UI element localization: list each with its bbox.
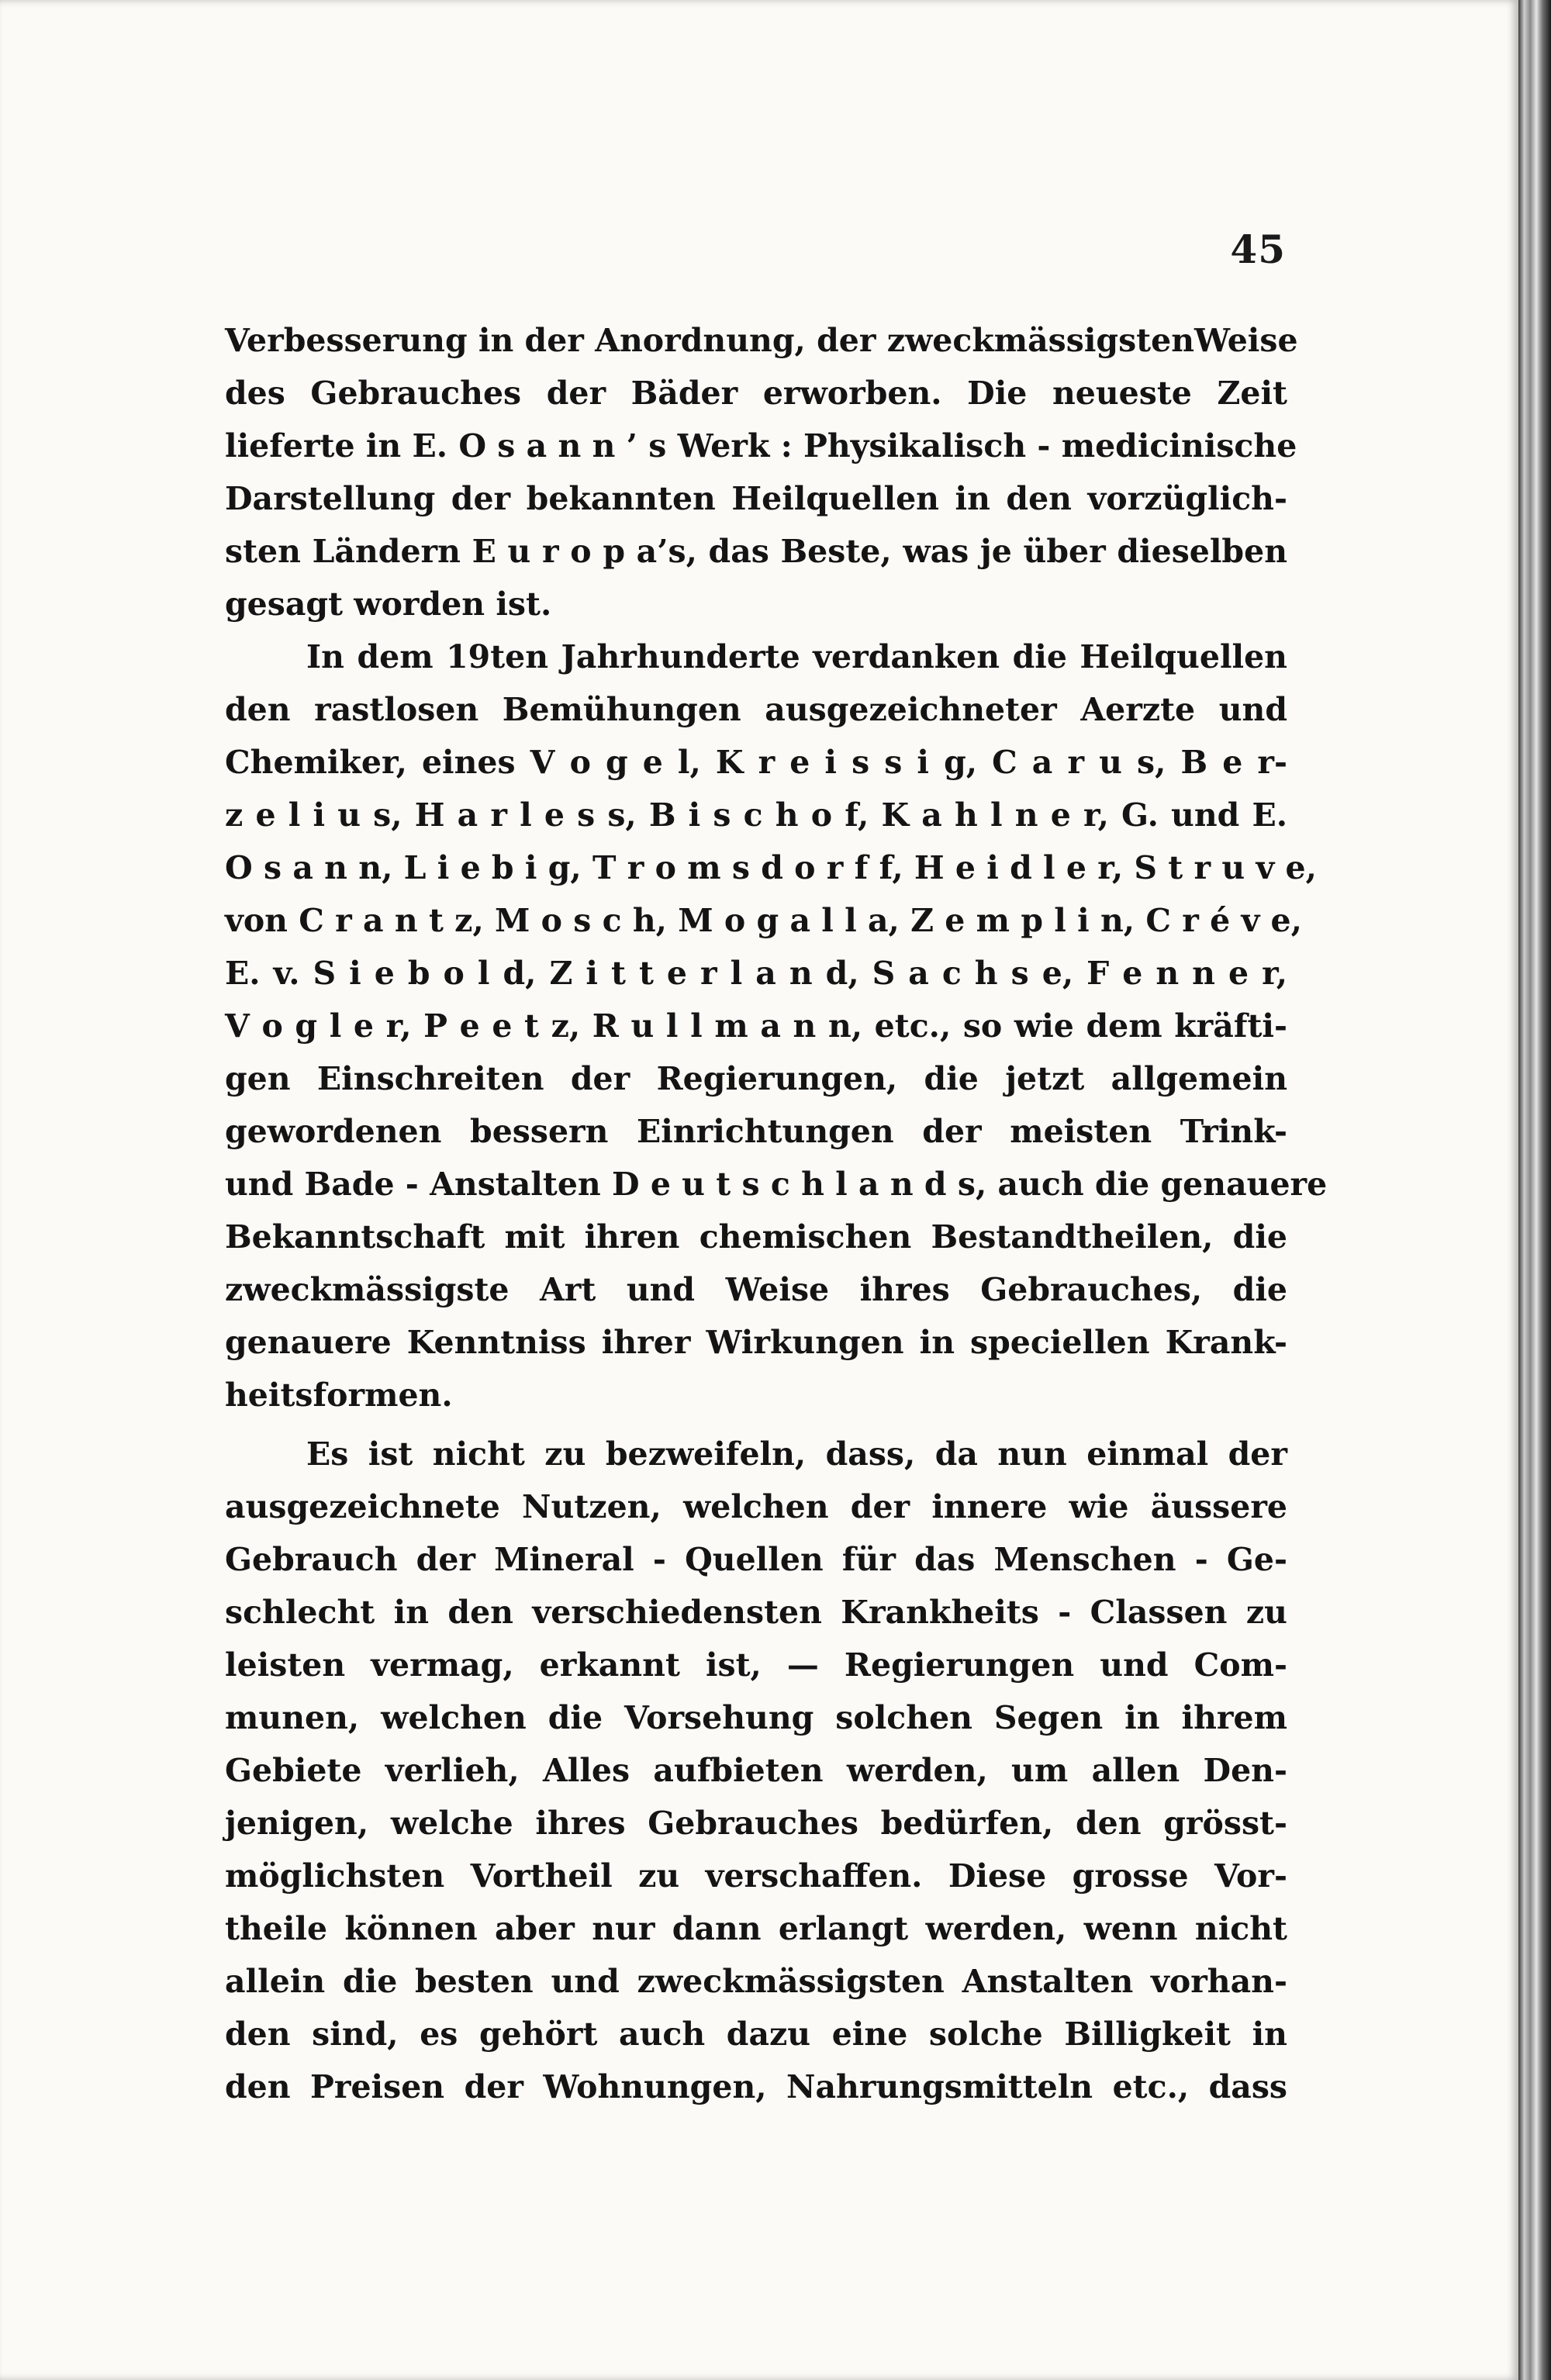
paragraph-1-line: des Gebrauches der Bäder erworben. Die neueste Zeit xyxy=(225,375,1287,412)
paragraph-1-line: gesagt worden ist. xyxy=(225,586,552,623)
paragraph-2-line: von C r a n t z, M o s c h, M o g a l l a, Z e m p l i n, C r é v e, xyxy=(225,902,1302,939)
paragraph-2-line: z e l i u s, H a r l e s s, B i s c h o f, K a h l n e r, G. und E. xyxy=(225,796,1287,834)
paragraph-2-line: gen Einschreiten der Regierungen, die jetzt allgemein xyxy=(225,1060,1287,1097)
paragraph-1-line: lieferte in E. O s a n n ’ s Werk : Physikalisch - medicinische xyxy=(225,427,1297,465)
paragraph-3-line: munen, welchen die Vorsehung solchen Segen in ihrem xyxy=(225,1699,1287,1736)
paragraph-3-line: theile können aber nur dann erlangt werden, wenn nicht xyxy=(225,1910,1287,1947)
body-text xyxy=(225,314,1328,2113)
paragraph-1-line: Verbesserung in der Anordnung, der zweckmässigstenWeise xyxy=(225,322,1298,359)
paragraph-3-line: jenigen, welche ihres Gebrauches bedürfen, den grösst- xyxy=(225,1805,1287,1842)
paragraph-2-line: genauere Kenntniss ihrer Wirkungen in speciellen Krank- xyxy=(225,1324,1287,1361)
paragraph-2-line: gewordenen bessern Einrichtungen der meisten Trink- xyxy=(225,1113,1287,1150)
paragraph-3-line: möglichsten Vortheil zu verschaffen. Diese grosse Vor- xyxy=(225,1857,1287,1895)
paragraph-2-line: Chemiker, eines V o g e l, K r e i s s i g, C a r u s, B e r- xyxy=(225,744,1287,781)
paragraph-3-line: den sind, es gehört auch dazu eine solche Billigkeit in xyxy=(225,2016,1287,2053)
paragraph-2-line: Bekanntschaft mit ihren chemischen Bestandtheilen, die xyxy=(225,1218,1287,1256)
paragraph-3-line: schlecht in den verschiedensten Krankheits - Classen zu xyxy=(225,1594,1287,1631)
paragraph-gap xyxy=(225,1421,1287,1428)
paragraph-2-line: V o g l e r, P e e t z, R u l l m a n n, etc., so wie dem kräfti- xyxy=(225,1007,1287,1045)
paragraph-3-line: Es ist nicht zu bezweifeln, dass, da nun einmal der xyxy=(306,1435,1287,1473)
paragraph-2-line: In dem 19ten Jahrhunderte verdanken die Heilquellen xyxy=(306,638,1287,675)
paragraph-3-line: allein die besten und zweckmässigsten Anstalten vorhan- xyxy=(225,1963,1287,2000)
paragraph-1-line: sten Ländern E u r o p a’s, das Beste, was je über dieselben xyxy=(225,533,1287,570)
page-number: 45 xyxy=(1230,226,1286,272)
paragraph-3-line: den Preisen der Wohnungen, Nahrungsmitteln etc., dass xyxy=(225,2068,1287,2105)
paragraph-2-line: zweckmässigste Art und Weise ihres Gebrauches, die xyxy=(225,1271,1287,1308)
paragraph-1-line: Darstellung der bekannten Heilquellen in den vorzüglich- xyxy=(225,480,1287,517)
paragraph-2-line: und Bade - Anstalten D e u t s c h l a n d s, auch die genauere xyxy=(225,1166,1328,1203)
book-page-edge xyxy=(1518,0,1551,2380)
paragraph-3-line: Gebrauch der Mineral - Quellen für das Menschen - Ge- xyxy=(225,1541,1287,1578)
paragraph-2-line: heitsformen. xyxy=(225,1377,453,1414)
paragraph-3-line: leisten vermag, erkannt ist, — Regierungen und Com- xyxy=(225,1646,1287,1684)
paragraph-2-line: E. v. S i e b o l d, Z i t t e r l a n d, S a c h s e, F e n n e r, xyxy=(225,955,1287,992)
paragraph-3-line: Gebiete verlieh, Alles aufbieten werden, um allen Den- xyxy=(225,1752,1287,1789)
paragraph-2-line: den rastlosen Bemühungen ausgezeichneter Aerzte und xyxy=(225,691,1287,728)
paragraph-2-line: O s a n n, L i e b i g, T r o m s d o r f f, H e i d l e r, S t r u v e, xyxy=(225,849,1317,886)
paragraph-3-line: ausgezeichnete Nutzen, welchen der innere wie äussere xyxy=(225,1488,1287,1525)
